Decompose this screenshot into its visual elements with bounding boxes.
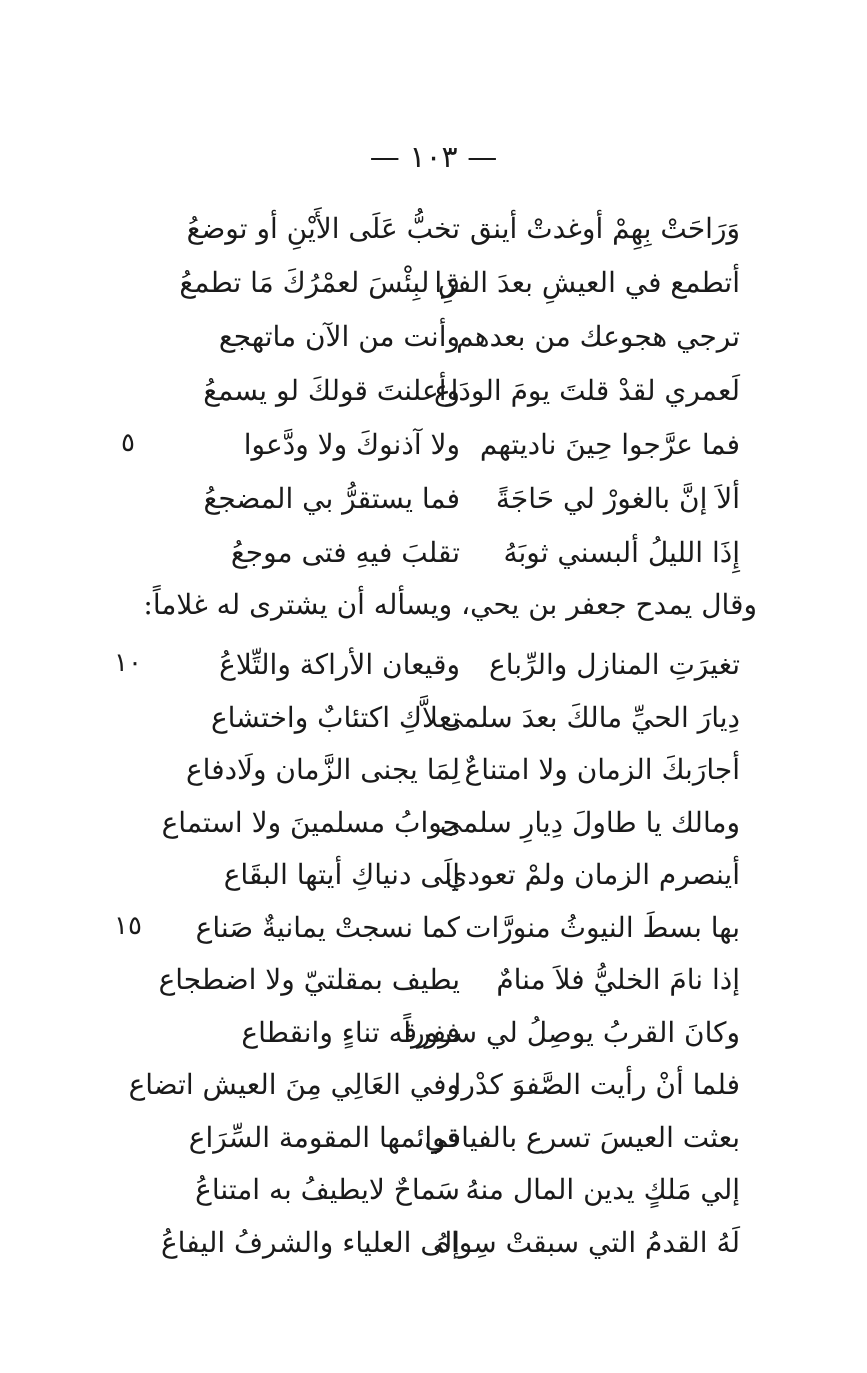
verse-first-hemistich: دِيارَ الحيِّ مالكَ بعدَ سلمى [440, 700, 740, 734]
verse-second-hemistich: سَماحٌ لايطيفُ به امتناعُ [195, 1173, 460, 1206]
verse-first-hemistich: وَرَاحَتْ بِهِمْ أوغدتْ أينق [469, 212, 740, 245]
verse-first-hemistich: فما عرَّجوا حِينَ ناديتهم [479, 428, 740, 461]
verse-first-hemistich: ألاَ إنَّ بالغورْ لي حَاجَةً [495, 482, 740, 515]
verse-first-hemistich: إذا نامَ الخليُّ فلاَ منامٌ [496, 963, 740, 996]
verse-second-hemistich: فما يستقرُّ بي المضجعُ [203, 482, 460, 515]
verse-first-hemistich: بها بسطَ النيوثُ منورَّات [465, 910, 740, 944]
verse-first-hemistich: أينصرم الزمان ولمْ تعودي [445, 858, 740, 891]
page-number: — ١٠٣ — [369, 140, 498, 175]
verse-second-hemistich: كما نسجتْ يمانيةٌ صَناع [195, 910, 460, 944]
line-number: ١٠ [114, 648, 142, 678]
verse-second-hemistich: إلَى دنياكِ أيتها البقَاع [223, 858, 460, 891]
verse-second-hemistich: ففرقه تناءٍ وانقطاع [241, 1015, 460, 1049]
verse-second-hemistich: تعلاَّكِ اكتئابٌ واختشاع [210, 700, 460, 734]
verse-second-hemistich: لِمَا يجنى الزَّمان ولَادفاع [185, 753, 460, 786]
verse-first-hemistich: ومالك يا طاولَ دِيارِ سلمى [439, 805, 740, 839]
verse-second-hemistich: وقيعان الأراكة والتِّلاعُ [219, 648, 460, 681]
verse-first-hemistich: تغيرَتِ المنازل والرِّباع [488, 648, 740, 681]
verse-second-hemistich: وأنت من الآن ماتهجع [218, 320, 460, 353]
verse-first-hemistich: إِذَا الليلُ ألبسني ثوبَهُ [503, 536, 740, 569]
verse-second-hemistich: قوائمها المقومة السِّرَاع [188, 1120, 460, 1154]
verse-second-hemistich: وأعلنتَ قولكَ لو يسمعُ [203, 374, 460, 407]
verse-first-hemistich: وكانَ القربُ يوصِلُ لي سروراً [403, 1015, 740, 1049]
verse-first-hemistich: لَهُ القدمُ التي سبقتْ سِواهُ [436, 1225, 740, 1259]
verse-second-hemistich: وفي العَالِي مِنَ العيش اتضاع [128, 1068, 460, 1101]
verse-first-hemistich: بعثت العيسَ تسرع بالفيافي [424, 1120, 740, 1154]
verse-second-hemistich: ولا آذنوكَ ولا ودَّعوا [243, 428, 460, 461]
verse-first-hemistich: فلما أنْ رأيت الصَّفوَ كدْرا [453, 1068, 740, 1101]
verse-first-hemistich: أتطمع في العيشِ بعدَ الفرَا [434, 266, 740, 299]
verse-second-hemistich: تقلبَ فيهِ فتى موجعُ [230, 536, 460, 569]
section-heading: وقال يمدح جعفر بن يحي، ويسأله أن يشترى له غلاماً: [143, 588, 757, 621]
verse-second-hemistich: قِ لبِئْسَ لعمْرُكَ مَا تطمعُ [179, 266, 460, 299]
verse-second-hemistich: جوابُ مسلمينَ ولا استماع [161, 805, 460, 839]
verse-second-hemistich: يطيف بمقلتيّ ولا اضطجاع [158, 963, 460, 996]
verse-first-hemistich: لَعمري لقدْ قلتَ يومَ الودَاع [433, 374, 740, 407]
verse-first-hemistich: إلي مَلكٍ يدين المال منهُ [465, 1173, 740, 1206]
verse-second-hemistich: إلى العلياء والشرفُ اليفاعُ [160, 1225, 460, 1259]
line-number: ١٥ [114, 910, 142, 941]
line-number: ٥ [121, 428, 135, 458]
verse-first-hemistich: أجارَبكَ الزمان ولا امتناعٌ [464, 753, 740, 786]
verse-second-hemistich: تخبُّ عَلَى الأَيْنِ أو توضعُ [186, 212, 460, 245]
verse-first-hemistich: ترجي هجوعك من بعدهم [456, 320, 740, 353]
